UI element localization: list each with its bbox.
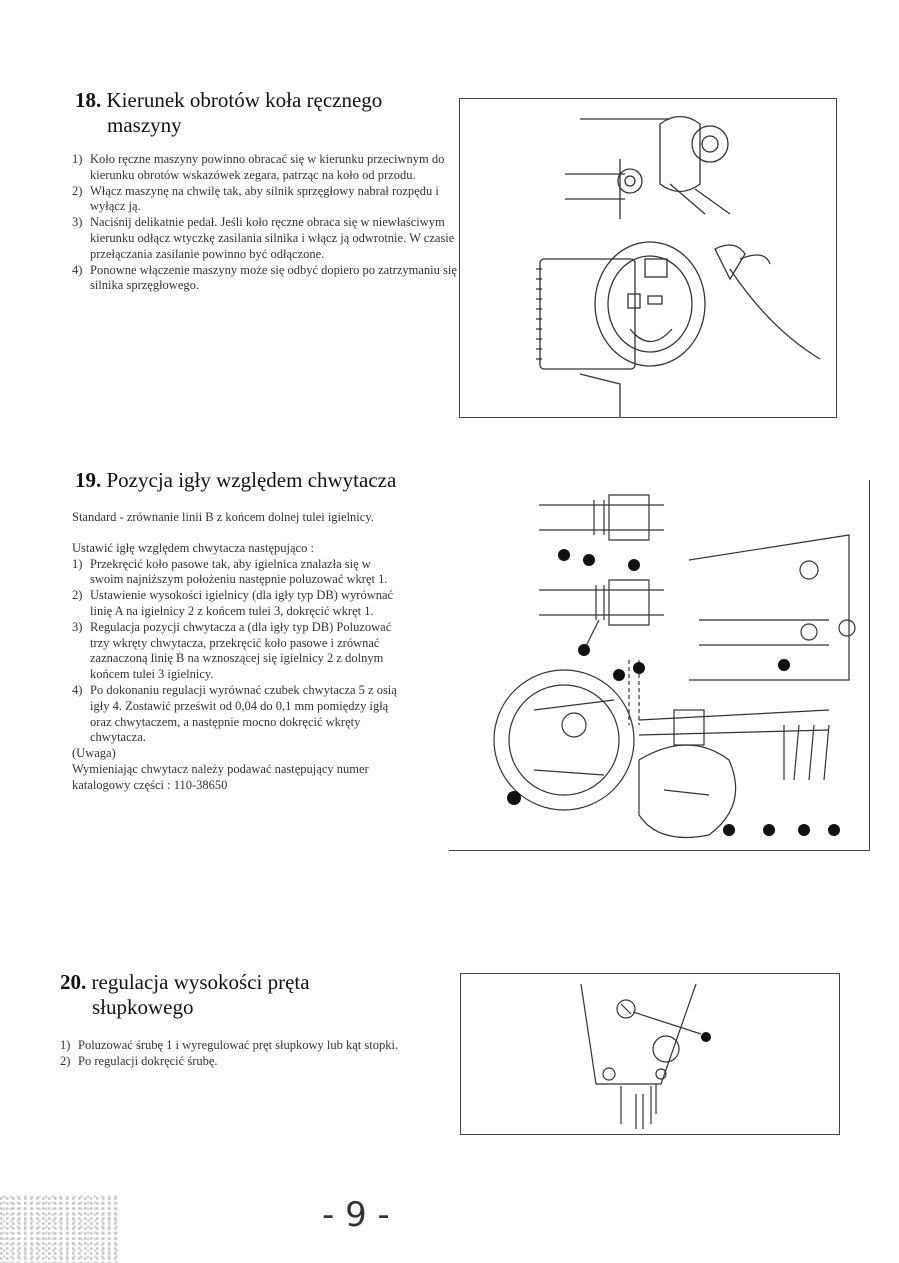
item-number: 3)	[72, 215, 83, 230]
item-number: 1)	[72, 152, 83, 166]
section-title-line2: słupkowego	[92, 995, 194, 1019]
figure-needle-hook	[449, 480, 870, 851]
scan-noise	[0, 1195, 120, 1263]
item-text: Poluzować śrubę 1 i wyregulować pręt słupkowy lub kąt stopki.	[78, 1038, 399, 1052]
section-18-body	[72, 152, 457, 294]
item-number: 3)	[72, 619, 83, 634]
section-19-body	[72, 510, 402, 794]
item-number: 1)	[60, 1038, 71, 1052]
section-title-line1: Pozycja igły względem chwytacza	[106, 468, 397, 492]
figure-presser-bar	[460, 973, 840, 1135]
list-item	[72, 620, 402, 683]
item-text: Po regulacji dokręcić śrubę.	[78, 1053, 218, 1068]
list-item	[72, 263, 457, 295]
list-item	[60, 1054, 420, 1070]
section-number: 20.	[60, 970, 87, 994]
list-item	[72, 152, 457, 184]
item-number: 1)	[72, 556, 83, 571]
item-number: 4)	[72, 682, 83, 697]
presser-bar-illustration	[461, 974, 839, 1134]
note-label: (Uwaga)	[72, 746, 116, 761]
item-text: Ponowne włączenie maszyny może się odbyć dopiero po zatrzymaniu się silnika sprzęgłowego.	[90, 262, 457, 293]
item-text: Ustawienie wysokości igielnicy (dla igły typ DB) wyrównać linię A na igielnicy 2 z końcem tulei 3, dokręcić wkręt 1.	[90, 588, 394, 618]
item-text: Regulacja pozycji chwytacza a (dla igły typ DB) Poluzować trzy wkręty chwytacza, przekręcić koło pasowe i zrównać zaznaczoną linię B na wznoszącej się igielnicy 2 z dolnym końcem tulei 3 igielnicy.	[90, 619, 392, 682]
handwheel-motor-illustration	[460, 99, 836, 417]
item-text: Naciśnij delikatnie pedał. Jeśli koło ręczne obraca się w niewłaściwym kierunku odłącz wtyczkę zasilania silnika i włącz ją odwrotnie. W czasie przełączania zasilanie powinno być odłączone.	[90, 215, 455, 261]
list-item	[72, 184, 457, 216]
section-19-title	[75, 468, 396, 493]
item-text: Koło ręczne maszyny powinno obracać się w kierunku przeciwnym do kierunku obrotów wskazówek zegara, patrząc na koło od przodu.	[90, 152, 445, 182]
list-item	[72, 557, 402, 589]
item-text: Włącz maszynę na chwilę tak, aby silnik sprzęgłowy nabrał rozpędu i wyłącz ją.	[90, 183, 439, 214]
item-number: 2)	[60, 1053, 71, 1068]
section-number: 18.	[75, 88, 102, 112]
section-20-title	[60, 970, 310, 1020]
list-item	[72, 215, 457, 262]
section-number: 19.	[75, 468, 102, 492]
intro-text: Standard - zrównanie linii B z końcem dolnej tulei igielnicy.	[72, 510, 374, 524]
section-title-line1: regulacja wysokości pręta	[91, 970, 310, 994]
list-item	[72, 588, 402, 620]
note-text: Wymieniając chwytacz należy podawać następujący numer katalogowy części : 110-38650	[72, 761, 369, 792]
item-text: Przekręcić koło pasowe tak, aby igielnica znalazła się w swoim najniższym położeniu następnie poluzować wkręt 1.	[90, 556, 388, 587]
item-text: Po dokonaniu regulacji wyrównać czubek chwytacza 5 z osią igły 4. Zostawić prześwit od 0,04 do 0,1 mm pomiędzy igłą oraz chwytaczem, a następnie mocno dokręcić wkręty chwytacza.	[90, 682, 397, 745]
section-title-line1: Kierunek obrotów koła ręcznego	[106, 88, 383, 112]
section-20-body	[60, 1038, 420, 1070]
item-number: 4)	[72, 262, 83, 277]
lead-text: Ustawić igłę względem chwytacza następująco :	[72, 540, 314, 555]
item-number: 2)	[72, 588, 83, 603]
page-number: - 9 -	[322, 1195, 390, 1235]
list-item	[72, 683, 402, 746]
section-title-line2: maszyny	[107, 113, 182, 137]
figure-handwheel-motor	[459, 98, 837, 418]
item-number: 2)	[72, 183, 83, 198]
needle-hook-illustration	[449, 480, 869, 850]
list-item	[60, 1038, 420, 1054]
section-18-title	[75, 88, 382, 138]
